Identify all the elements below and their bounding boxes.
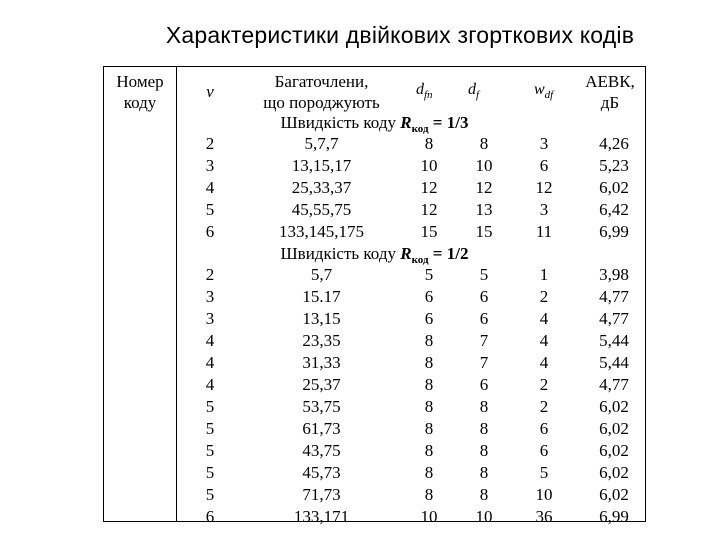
cell-aevk: 4,26 (599, 134, 629, 153)
cell-aevk: 6,99 (599, 507, 629, 526)
header-aevk-line1: АЕВК, (585, 72, 635, 91)
cell-poly: 25,33,37 (291, 178, 352, 197)
cell-nu: 5 (205, 463, 215, 482)
cell-df: 10 (475, 507, 493, 526)
header-wdf-symbol: w (534, 81, 545, 98)
cell-poly: 45,73 (302, 463, 341, 482)
cell-wdf: 2 (539, 397, 549, 416)
cell-df: 10 (475, 156, 493, 175)
cell-nu: 4 (205, 353, 215, 372)
cell-poly: 133,145,175 (279, 222, 364, 241)
cell-aevk: 6,42 (599, 200, 629, 219)
cell-df: 6 (479, 287, 489, 306)
table-row (104, 330, 645, 352)
cell-nu: 4 (205, 178, 215, 197)
section-title-prefix: Швидкість коду (280, 244, 396, 263)
header-code-number (104, 71, 176, 113)
table-row (104, 462, 645, 484)
table-row (104, 484, 645, 506)
header-code-number-line2: коду (123, 93, 157, 112)
table-row (104, 440, 645, 462)
table-row (104, 133, 645, 155)
cell-dfn: 6 (424, 309, 434, 328)
cell-wdf: 6 (539, 419, 549, 438)
cell-wdf: 4 (539, 353, 549, 372)
cell-wdf: 4 (539, 309, 549, 328)
cell-aevk: 6,02 (599, 463, 629, 482)
cell-df: 8 (479, 463, 489, 482)
cell-aevk: 3,98 (599, 265, 629, 284)
cell-nu: 5 (205, 419, 215, 438)
cell-nu: 3 (205, 156, 215, 175)
cell-df: 8 (479, 397, 489, 416)
cell-poly: 61,73 (302, 419, 341, 438)
cell-aevk: 6,02 (599, 178, 629, 197)
cell-nu: 2 (205, 265, 215, 284)
cell-nu: 5 (205, 397, 215, 416)
table-row (104, 264, 645, 286)
cell-poly: 53,75 (302, 397, 341, 416)
cell-df: 8 (479, 419, 489, 438)
header-aevk-line2: дБ (600, 93, 620, 112)
cell-nu: 5 (205, 441, 215, 460)
cell-poly: 5,7 (310, 265, 333, 284)
table-row (104, 374, 645, 396)
cell-poly: 45,55,75 (291, 200, 352, 219)
table-row (104, 177, 645, 199)
header-df (468, 81, 479, 99)
cell-poly: 133,171 (293, 507, 350, 526)
section-title-rate-subscript: код (411, 123, 429, 135)
section-title-2 (104, 243, 645, 264)
code-characteristics-table (103, 66, 646, 526)
cell-df: 13 (475, 200, 493, 219)
cell-dfn: 12 (420, 178, 438, 197)
cell-dfn: 5 (424, 265, 434, 284)
cell-nu: 5 (205, 200, 215, 219)
cell-poly: 23,35 (302, 331, 341, 350)
cell-dfn: 10 (420, 156, 438, 175)
cell-poly: 13,15,17 (291, 156, 352, 175)
cell-df: 8 (479, 485, 489, 504)
cell-wdf: 36 (535, 507, 553, 526)
cell-aevk: 4,77 (599, 375, 629, 394)
cell-df: 15 (475, 222, 493, 241)
section-title-rate-value: = 1/3 (432, 113, 469, 132)
header-code-number-line1: Номер (116, 72, 164, 91)
cell-poly: 13,15 (302, 309, 341, 328)
cell-poly: 43,75 (302, 441, 341, 460)
header-polynomials-line1: Багаточлени, (274, 72, 369, 91)
cell-df: 5 (479, 265, 489, 284)
cell-nu: 3 (205, 309, 215, 328)
cell-poly: 31,33 (302, 353, 341, 372)
cell-dfn: 8 (424, 353, 434, 372)
table-row (104, 308, 645, 330)
page-title: Характеристики двійкових згорткових кодів (165, 22, 635, 48)
cell-dfn: 15 (420, 222, 438, 241)
cell-df: 6 (479, 375, 489, 394)
cell-aevk: 6,02 (599, 419, 629, 438)
header-nu: ν (206, 82, 214, 101)
cell-nu: 6 (205, 507, 215, 526)
cell-aevk: 4,77 (599, 287, 629, 306)
cell-aevk: 5,44 (599, 353, 629, 372)
table-row (104, 221, 645, 243)
cell-aevk: 5,23 (599, 156, 629, 175)
cell-wdf: 3 (539, 200, 549, 219)
cell-wdf: 5 (539, 463, 549, 482)
cell-wdf: 10 (535, 485, 553, 504)
cell-wdf: 12 (535, 178, 553, 197)
cell-dfn: 10 (420, 507, 438, 526)
header-aevk (574, 71, 646, 113)
cell-dfn: 8 (424, 419, 434, 438)
cell-dfn: 8 (424, 134, 434, 153)
cell-dfn: 8 (424, 485, 434, 504)
cell-df: 7 (479, 353, 489, 372)
header-dfn-symbol: d (416, 81, 424, 98)
header-polynomials (244, 71, 399, 113)
header-dfn (416, 81, 433, 99)
cell-wdf: 11 (535, 222, 553, 241)
cell-wdf: 2 (539, 375, 549, 394)
cell-dfn: 12 (420, 200, 438, 219)
cell-dfn: 8 (424, 331, 434, 350)
header-dfn-subscript: fn (424, 89, 433, 101)
cell-poly: 25,37 (302, 375, 341, 394)
cell-df: 12 (475, 178, 493, 197)
cell-wdf: 4 (539, 331, 549, 350)
header-df-subscript: f (476, 89, 480, 101)
header-polynomials-line2: що породжують (263, 93, 380, 112)
section-title-prefix: Швидкість коду (280, 113, 396, 132)
table-row (104, 352, 645, 374)
cell-wdf: 6 (539, 156, 549, 175)
cell-aevk: 4,77 (599, 309, 629, 328)
table-row (104, 396, 645, 418)
cell-wdf: 1 (539, 265, 549, 284)
section-title-rate-value: = 1/2 (432, 244, 469, 263)
cell-aevk: 5,44 (599, 331, 629, 350)
cell-poly: 15.17 (302, 287, 341, 306)
cell-aevk: 6,02 (599, 397, 629, 416)
cell-dfn: 8 (424, 441, 434, 460)
cell-wdf: 2 (539, 287, 549, 306)
header-wdf (534, 81, 553, 99)
cell-dfn: 8 (424, 463, 434, 482)
section-title-rate-subscript: код (411, 254, 429, 266)
table-row (104, 506, 645, 528)
table-row (104, 418, 645, 440)
cell-wdf: 3 (539, 134, 549, 153)
header-df-symbol: d (468, 81, 476, 98)
cell-nu: 5 (205, 485, 215, 504)
table-row (104, 155, 645, 177)
cell-nu: 4 (205, 375, 215, 394)
cell-aevk: 6,02 (599, 441, 629, 460)
cell-poly: 71,73 (302, 485, 341, 504)
cell-poly: 5,7,7 (304, 134, 339, 153)
cell-nu: 2 (205, 134, 215, 153)
table-row (104, 286, 645, 308)
cell-dfn: 8 (424, 397, 434, 416)
cell-nu: 3 (205, 287, 215, 306)
cell-aevk: 6,02 (599, 485, 629, 504)
cell-nu: 4 (205, 331, 215, 350)
cell-df: 6 (479, 309, 489, 328)
cell-df: 8 (479, 134, 489, 153)
cell-dfn: 6 (424, 287, 434, 306)
cell-dfn: 8 (424, 375, 434, 394)
cell-wdf: 6 (539, 441, 549, 460)
section-title-rate-symbol: R (400, 113, 412, 132)
cell-df: 8 (479, 441, 489, 460)
section-title-rate-symbol: R (400, 244, 412, 263)
table-row (104, 199, 645, 221)
cell-nu: 6 (205, 222, 215, 241)
header-wdf-subscript: df (544, 89, 554, 101)
cell-aevk: 6,99 (599, 222, 629, 241)
cell-df: 7 (479, 331, 489, 350)
section-title-1 (104, 112, 645, 133)
